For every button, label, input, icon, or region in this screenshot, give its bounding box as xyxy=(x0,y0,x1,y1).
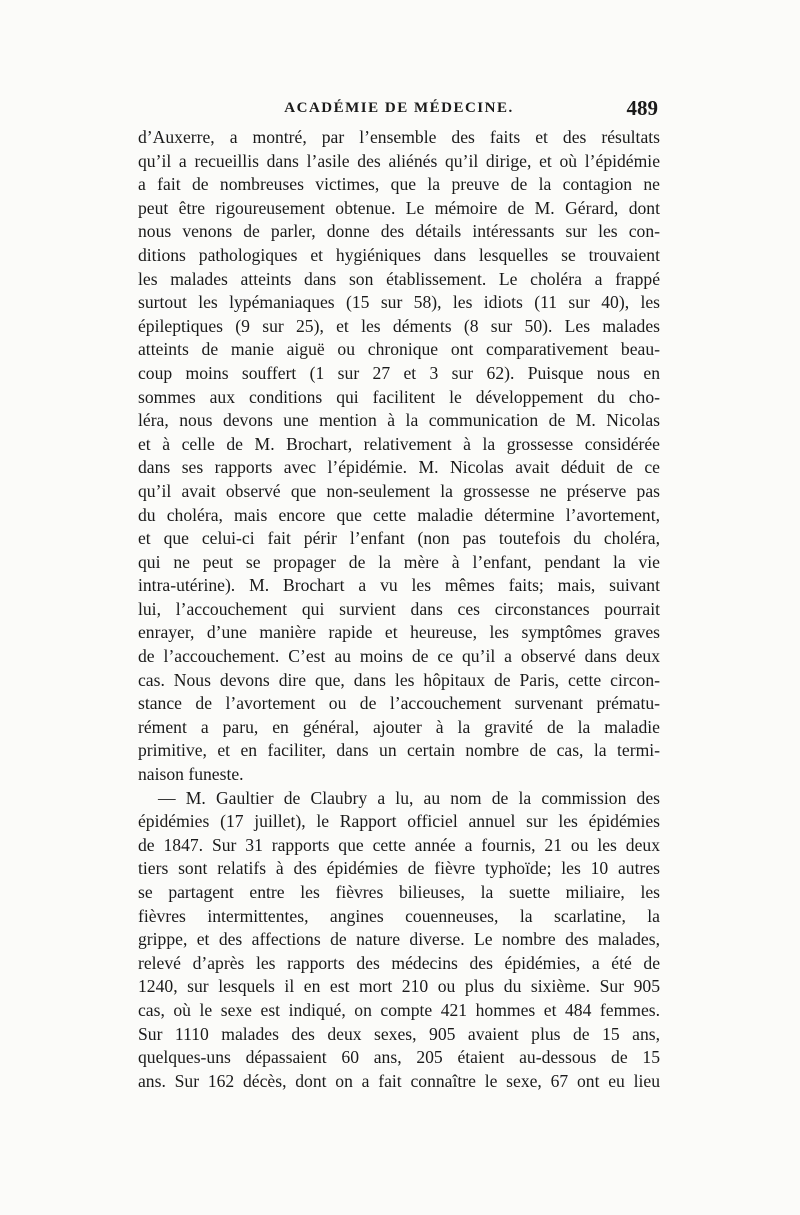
text-line: de l’accouchement. C’est au moins de ce qu’il a observé dans deux xyxy=(138,646,660,667)
running-title: ACADÉMIE DE MÉDECINE. xyxy=(284,100,514,116)
text-line: sommes aux conditions qui facilitent le développement du cho- xyxy=(138,386,660,407)
text-line: d’Auxerre, a montré, par l’ensemble des faits et des résultats xyxy=(138,127,660,147)
text-line: a fait de nombreuses victimes, que la preuve de la contagion ne xyxy=(138,174,660,195)
text-line: quelques-uns dépassaient 60 ans, 205 étaient au-dessous de 15 xyxy=(138,1047,660,1068)
text-line: se partagent entre les fièvres bilieuses, la suette miliaire, les xyxy=(138,882,660,902)
text-line: naison funeste. xyxy=(138,764,244,785)
text-line: 1240, sur lesquels il en est mort 210 ou plus du sixième. Sur 905 xyxy=(138,976,660,997)
text-line: épileptiques (9 sur 25), et les déments (8 sur 50). Les malades xyxy=(138,315,660,336)
text-line: enrayer, d’une manière rapide et heureuse, les symptômes graves xyxy=(138,622,660,643)
text-line: rément a paru, en général, ajouter à la gravité de la maladie xyxy=(138,716,660,737)
text-line: cas. Nous devons dire que, dans les hôpitaux de Paris, cette circon- xyxy=(138,669,660,690)
text-line: peut être rigoureusement obtenue. Le mémoire de M. Gérard, dont xyxy=(138,197,660,218)
text-line: tiers sont relatifs à des épidémies de fièvre typhoïde; les 10 autres xyxy=(138,858,660,879)
page-number: 489 xyxy=(626,96,658,120)
text-line: et que celui-ci fait périr l’enfant (non pas toutefois du choléra, xyxy=(138,528,660,549)
text-line: relevé d’après les rapports des médecins des épidémies, a été de xyxy=(138,952,660,973)
text-line: les malades atteints dans son établissement. Le choléra a frappé xyxy=(138,268,660,289)
book-page xyxy=(138,96,660,1093)
text-line: fièvres intermittentes, angines couenneuses, la scarlatine, la xyxy=(138,905,660,926)
text-line: qu’il avait observé que non-seulement la grossesse ne préserve pas xyxy=(138,480,660,501)
text-line: cas, où le sexe est indiqué, on compte 421 hommes et 484 femmes. xyxy=(138,999,660,1020)
text-line: léra, nous devons une mention à la communication de M. Nicolas xyxy=(138,410,660,431)
running-head xyxy=(138,96,660,126)
text-line: qu’il a recueillis dans l’asile des aliénés qu’il dirige, et où l’épidémie xyxy=(138,150,660,171)
text-line: primitive, et en faciliter, dans un certain nombre de cas, la termi- xyxy=(138,740,660,761)
text-line: nous venons de parler, donne des détails intéressants sur les con- xyxy=(138,221,660,242)
text-line: grippe, et des affections de nature diverse. Le nombre des malades, xyxy=(138,929,660,950)
text-line: du choléra, mais encore que cette maladie détermine l’avortement, xyxy=(138,504,660,525)
text-line: de 1847. Sur 31 rapports que cette année a fournis, 21 ou les deux xyxy=(138,834,660,855)
text-line: — M. Gaultier de Claubry a lu, au nom de la commission des xyxy=(158,787,660,808)
text-line: et à celle de M. Brochart, relativement à la grossesse considérée xyxy=(138,433,660,454)
text-line: stance de l’avortement ou de l’accouchement survenant prématu- xyxy=(138,693,660,714)
text-line: lui, l’accouchement qui survient dans ces circonstances pourrait xyxy=(138,598,660,619)
text-line: qui ne peut se propager de la mère à l’enfant, pendant la vie xyxy=(138,551,660,572)
text-line: épidémies (17 juillet), le Rapport officiel annuel sur les épidémies xyxy=(138,811,660,832)
text-line: dans ses rapports avec l’épidémie. M. Nicolas avait déduit de ce xyxy=(138,457,660,478)
text-line: ans. Sur 162 décès, dont on a fait connaître le sexe, 67 ont eu lieu xyxy=(138,1070,660,1091)
text-line: surtout les lypémaniaques (15 sur 58), les idiots (11 sur 40), les xyxy=(138,292,660,313)
text-line: intra-utérine). M. Brochart a vu les mêmes faits; mais, suivant xyxy=(138,575,660,596)
text-line: atteints de manie aiguë ou chronique ont comparativement beau- xyxy=(138,339,660,360)
text-line: ditions pathologiques et hygiéniques dans lesquelles se trouvaient xyxy=(138,244,660,265)
body-text xyxy=(138,126,660,1093)
text-line: Sur 1110 malades des deux sexes, 905 avaient plus de 15 ans, xyxy=(138,1023,660,1044)
text-line: coup moins souffert (1 sur 27 et 3 sur 62). Puisque nous en xyxy=(138,362,660,383)
